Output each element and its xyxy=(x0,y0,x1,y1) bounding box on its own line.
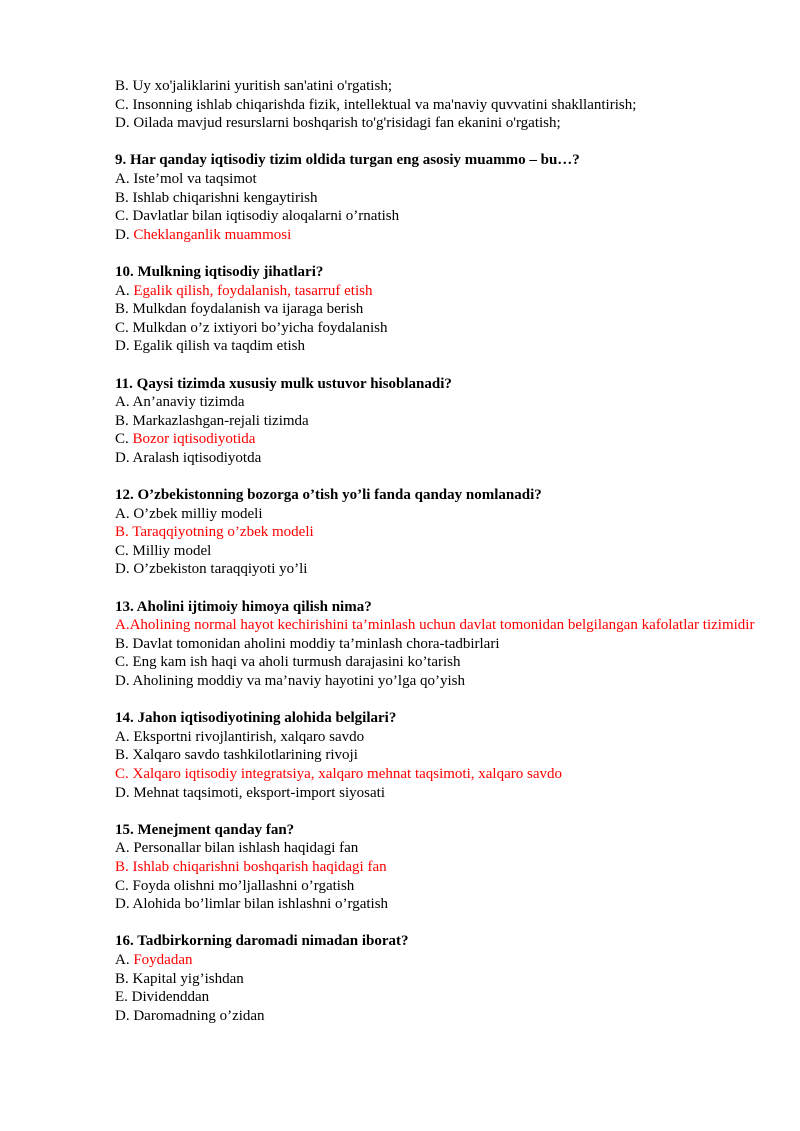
q13-option-c: C. Eng kam ish haqi va aholi turmush darajasini ko’tarish xyxy=(115,654,461,671)
q9-option-c: C. Davlatlar bilan iqtisodiy aloqalarni o’rnatish xyxy=(115,208,400,225)
q11-option-a: A. An’anaviy tizimda xyxy=(115,394,245,411)
question-12-title: 12. O’zbekistonning bozorga o’tish yo’li fanda qanday nomlanadi? xyxy=(115,487,542,504)
q13-option-a-correct: A.Aholining normal hayot kechirishini ta’minlash uchun davlat tomonidan belgilangan kafolatlar tizimidir xyxy=(115,617,755,634)
q14-option-b: B. Xalqaro savdo tashkilotlarining rivoji xyxy=(115,747,358,764)
question-15-title: 15. Menejment qanday fan? xyxy=(115,821,295,838)
q9-option-b: B. Ishlab chiqarishni kengaytirish xyxy=(115,189,318,206)
q16-option-b: B. Kapital yig’ishdan xyxy=(115,970,244,987)
q14-option-d: D. Mehnat taqsimoti, eksport-import siyosati xyxy=(115,784,385,801)
question-10-title: 10. Mulkning iqtisodiy jihatlari? xyxy=(115,263,324,280)
q12-option-b-correct: B. Taraqqiyotning o’zbek modeli xyxy=(115,524,314,541)
document-page xyxy=(115,77,755,1025)
q9-option-a: A. Iste’mol va taqsimot xyxy=(115,170,257,187)
q10-option-c: C. Mulkdan o’z ixtiyori bo’yicha foydalanish xyxy=(115,319,388,336)
q10-option-b: B. Mulkdan foydalanish va ijaraga berish xyxy=(115,301,364,318)
q14-option-a: A. Eksportni rivojlantirish, xalqaro savdo xyxy=(115,728,365,745)
question-13-title: 13. Aholini ijtimoiy himoya qilish nima? xyxy=(115,598,372,615)
q9-option-d-correct: D. Cheklanganlik muammosi xyxy=(115,226,292,243)
q11-option-b: B. Markazlashgan-rejali tizimda xyxy=(115,412,309,429)
question-9-title: 9. Har qanday iqtisodiy tizim oldida turgan eng asosiy muammo – bu…? xyxy=(115,152,580,169)
q16-option-e: E. Dividenddan xyxy=(115,989,210,1006)
q13-option-b: B. Davlat tomonidan aholini moddiy ta’minlash chora-tadbirlari xyxy=(115,635,500,652)
question-14-title: 14. Jahon iqtisodiyotining alohida belgilari? xyxy=(115,710,397,727)
q11-option-c-correct: C. Bozor iqtisodiyotida xyxy=(115,431,256,448)
q14-option-c-correct: C. Xalqaro iqtisodiy integratsiya, xalqaro mehnat taqsimoti, xalqaro savdo xyxy=(115,765,562,782)
q15-option-b-correct: B. Ishlab chiqarishni boshqarish haqidagi fan xyxy=(115,858,387,875)
q12-option-d: D. O’zbekiston taraqqiyoti yo’li xyxy=(115,561,308,578)
option-b: B. Uy xo'jaliklarini yuritish san'atini o'rgatish; xyxy=(115,78,392,94)
q15-option-c: C. Foyda olishni mo’ljallashni o’rgatish xyxy=(115,877,355,894)
question-11-title: 11. Qaysi tizimda xususiy mulk ustuvor hisoblanadi? xyxy=(115,375,452,392)
q15-option-d: D. Alohida bo’limlar bilan ishlashni o’rgatish xyxy=(115,896,389,913)
question-16-title: 16. Tadbirkorning daromadi nimadan iborat? xyxy=(115,933,409,950)
q11-option-d: D. Aralash iqtisodiyotda xyxy=(115,449,262,466)
q12-option-a: A. O’zbek milliy modeli xyxy=(115,505,263,522)
q16-option-d: D. Daromadning o’zidan xyxy=(115,1007,265,1024)
q15-option-a: A. Personallar bilan ishlash haqidagi fan xyxy=(115,840,359,857)
option-c: C. Insonning ishlab chiqarishda fizik, intellektual va ma'naviy quvvatini shakllantirish; xyxy=(115,96,637,113)
q13-option-d: D. Aholining moddiy va ma’naviy hayotini yo’lga qo’yish xyxy=(115,673,465,689)
q16-option-a-correct: A. Foydadan xyxy=(115,951,193,968)
q10-option-a-correct: A. Egalik qilish, foydalanish, tasarruf etish xyxy=(115,282,373,299)
option-d: D. Oilada mavjud resurslarni boshqarish to'g'risidagi fan ekanini o'rgatish; xyxy=(115,115,561,132)
q10-option-d: D. Egalik qilish va taqdim etish xyxy=(115,338,305,355)
q12-option-c: C. Milliy model xyxy=(115,542,212,559)
